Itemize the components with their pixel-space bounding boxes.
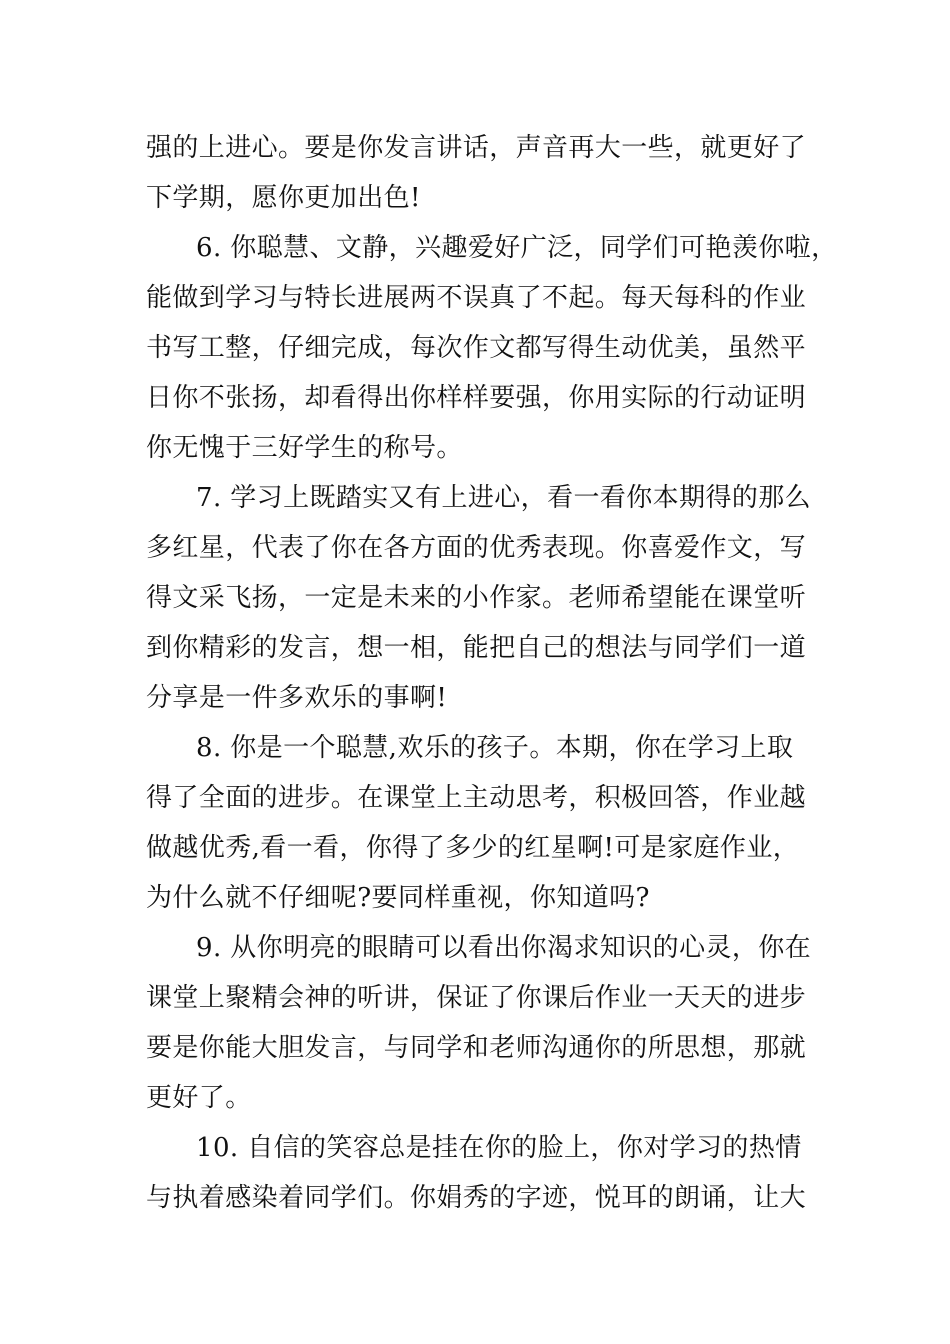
text-line: 日你不张扬，却看得出你样样要强，你用实际的行动证明 <box>146 383 807 413</box>
text-line: 做越优秀,看一看，你得了多少的红星啊!可是家庭作业， <box>146 833 800 863</box>
text-line: 分享是一件多欢乐的事啊! <box>146 683 448 713</box>
text-line: 到你精彩的发言，想一相，能把自己的想法与同学们一道 <box>146 633 807 663</box>
paragraph-8-start: 8. 你是一个聪慧,欢乐的孩子。本期，你在学习上取 <box>196 733 794 763</box>
text-line: 与执着感染着同学们。你娟秀的字迹，悦耳的朗诵，让大 <box>146 1183 807 1213</box>
paragraph-10-start: 10. 自信的笑容总是挂在你的脸上，你对学习的热情 <box>196 1133 802 1163</box>
paragraph-7-start: 7. 学习上既踏实又有上进心，看一看你本期得的那么 <box>196 483 812 513</box>
text-line: 得了全面的进步。在课堂上主动思考，积极回答，作业越 <box>146 783 807 813</box>
text-line: 强的上进心。要是你发言讲话，声音再大一些，就更好了 <box>146 133 807 163</box>
paragraph-9-start: 9. 从你明亮的眼睛可以看出你渴求知识的心灵，你在 <box>196 933 812 963</box>
paragraph-6-start: 6. 你聪慧、文静，兴趣爱好广泛，同学们可艳羡你啦， <box>196 233 838 263</box>
text-line: 课堂上聚精会神的听讲，保证了你课后作业一天天的进步 <box>146 983 807 1013</box>
text-line: 更好了。 <box>146 1083 252 1113</box>
text-line: 书写工整，仔细完成，每次作文都写得生动优美，虽然平 <box>146 333 807 363</box>
text-line: 能做到学习与特长进展两不误真了不起。每天每科的作业 <box>146 283 807 313</box>
text-line: 得文采飞扬，一定是未来的小作家。老师希望能在课堂听 <box>146 583 807 613</box>
text-line: 为什么就不仔细呢?要同样重视，你知道吗? <box>146 883 650 913</box>
text-line: 要是你能大胆发言，与同学和老师沟通你的所思想，那就 <box>146 1033 807 1063</box>
text-line: 多红星，代表了你在各方面的优秀表现。你喜爱作文，写 <box>146 533 807 563</box>
text-line: 下学期，愿你更加出色! <box>146 183 421 213</box>
text-line: 你无愧于三好学生的称号。 <box>146 433 463 463</box>
